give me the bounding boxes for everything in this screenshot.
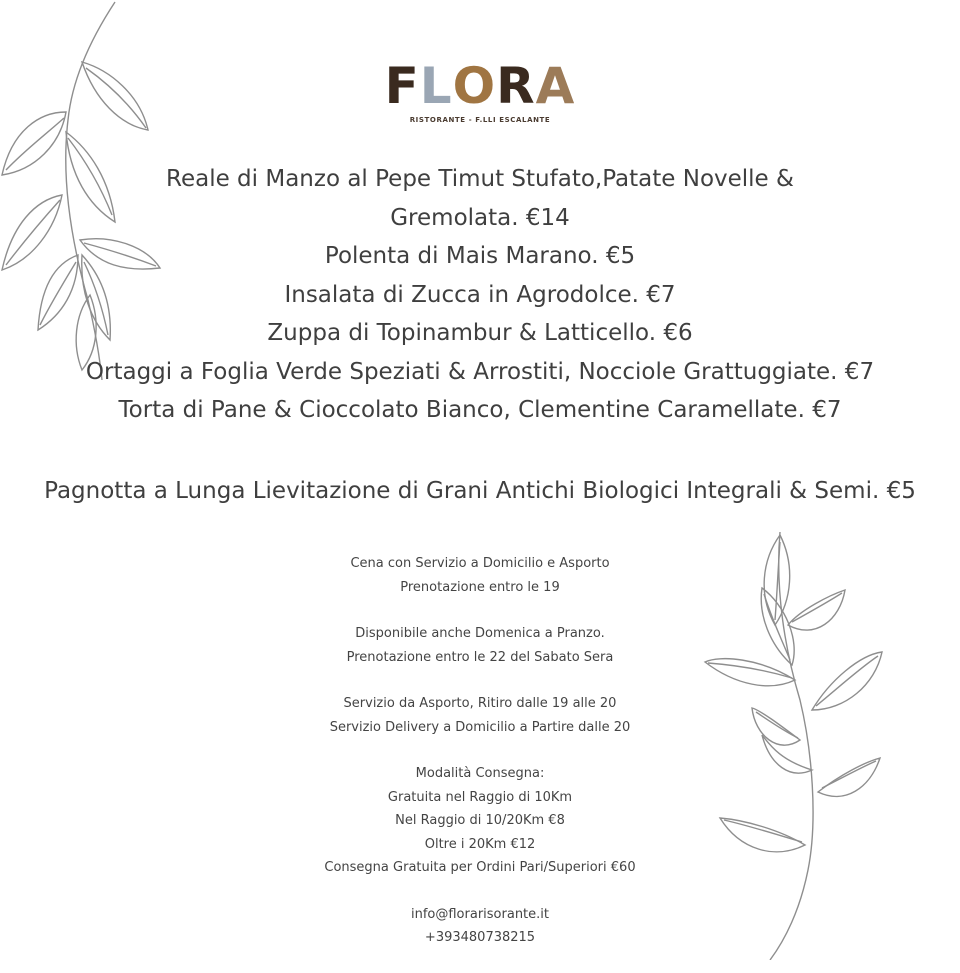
menu-item: Reale di Manzo al Pepe Timut Stufato,Patate Novelle & bbox=[166, 166, 794, 192]
info-line: Servizio da Asporto, Ritiro dalle 19 alle 20 bbox=[343, 696, 617, 711]
brand-logo bbox=[0, 57, 960, 124]
info-line: Prenotazione entro le 22 del Sabato Sera bbox=[346, 649, 614, 665]
info-line: Servizio Delivery a Domicilio a Partire dalle 20 bbox=[329, 719, 631, 735]
service-info bbox=[0, 552, 960, 973]
logo-tagline: RISTORANTE - F.LLI ESCALANTE bbox=[409, 116, 551, 124]
info-line: Consegna Gratuita per Ordini Pari/Superiori €60 bbox=[324, 860, 636, 875]
logo-letter: F bbox=[384, 57, 420, 115]
service-hours-group bbox=[0, 552, 960, 599]
logo-letter: L bbox=[419, 57, 453, 115]
info-line: Gratuita nel Raggio di 10Km bbox=[387, 789, 573, 805]
info-line: Disponibile anche Domenica a Pranzo. bbox=[355, 626, 605, 641]
info-line: Nel Raggio di 10/20Km €8 bbox=[395, 813, 565, 828]
contact-phone[interactable]: +393480738215 bbox=[424, 930, 536, 945]
menu-item: Polenta di Mais Marano. €5 bbox=[324, 243, 636, 269]
menu-item: Torta di Pane & Cioccolato Bianco, Clementine Caramellate. €7 bbox=[118, 397, 842, 423]
sunday-group bbox=[0, 622, 960, 669]
bread-item: Pagnotta a Lunga Lievitazione di Grani Antichi Biologici Integrali & Semi. €5 bbox=[44, 478, 916, 504]
logo-letter: O bbox=[452, 57, 497, 115]
delivery-group bbox=[0, 762, 960, 880]
menu-item: Zuppa di Topinambur & Latticello. €6 bbox=[267, 320, 693, 346]
logo-letter: R bbox=[496, 57, 536, 115]
contact-group bbox=[0, 903, 960, 950]
contact-email[interactable]: info@florarisorante.it bbox=[410, 906, 549, 922]
menu-item: Gremolata. €14 bbox=[390, 204, 570, 231]
pickup-group bbox=[0, 692, 960, 739]
logo-letter: A bbox=[535, 57, 576, 115]
menu-list bbox=[0, 160, 960, 430]
menu-item: Insalata di Zucca in Agrodolce. €7 bbox=[284, 281, 676, 308]
logo-wordmark bbox=[384, 57, 576, 115]
menu-item: Ortaggi a Foglia Verde Speziati & Arrostiti, Nocciole Grattuggiate. €7 bbox=[85, 358, 875, 385]
info-line: Prenotazione entro le 19 bbox=[400, 579, 560, 595]
delivery-heading: Modalità Consegna: bbox=[415, 766, 545, 781]
info-line: Oltre i 20Km €12 bbox=[424, 836, 536, 852]
info-line: Cena con Servizio a Domicilio e Asporto bbox=[350, 556, 610, 571]
